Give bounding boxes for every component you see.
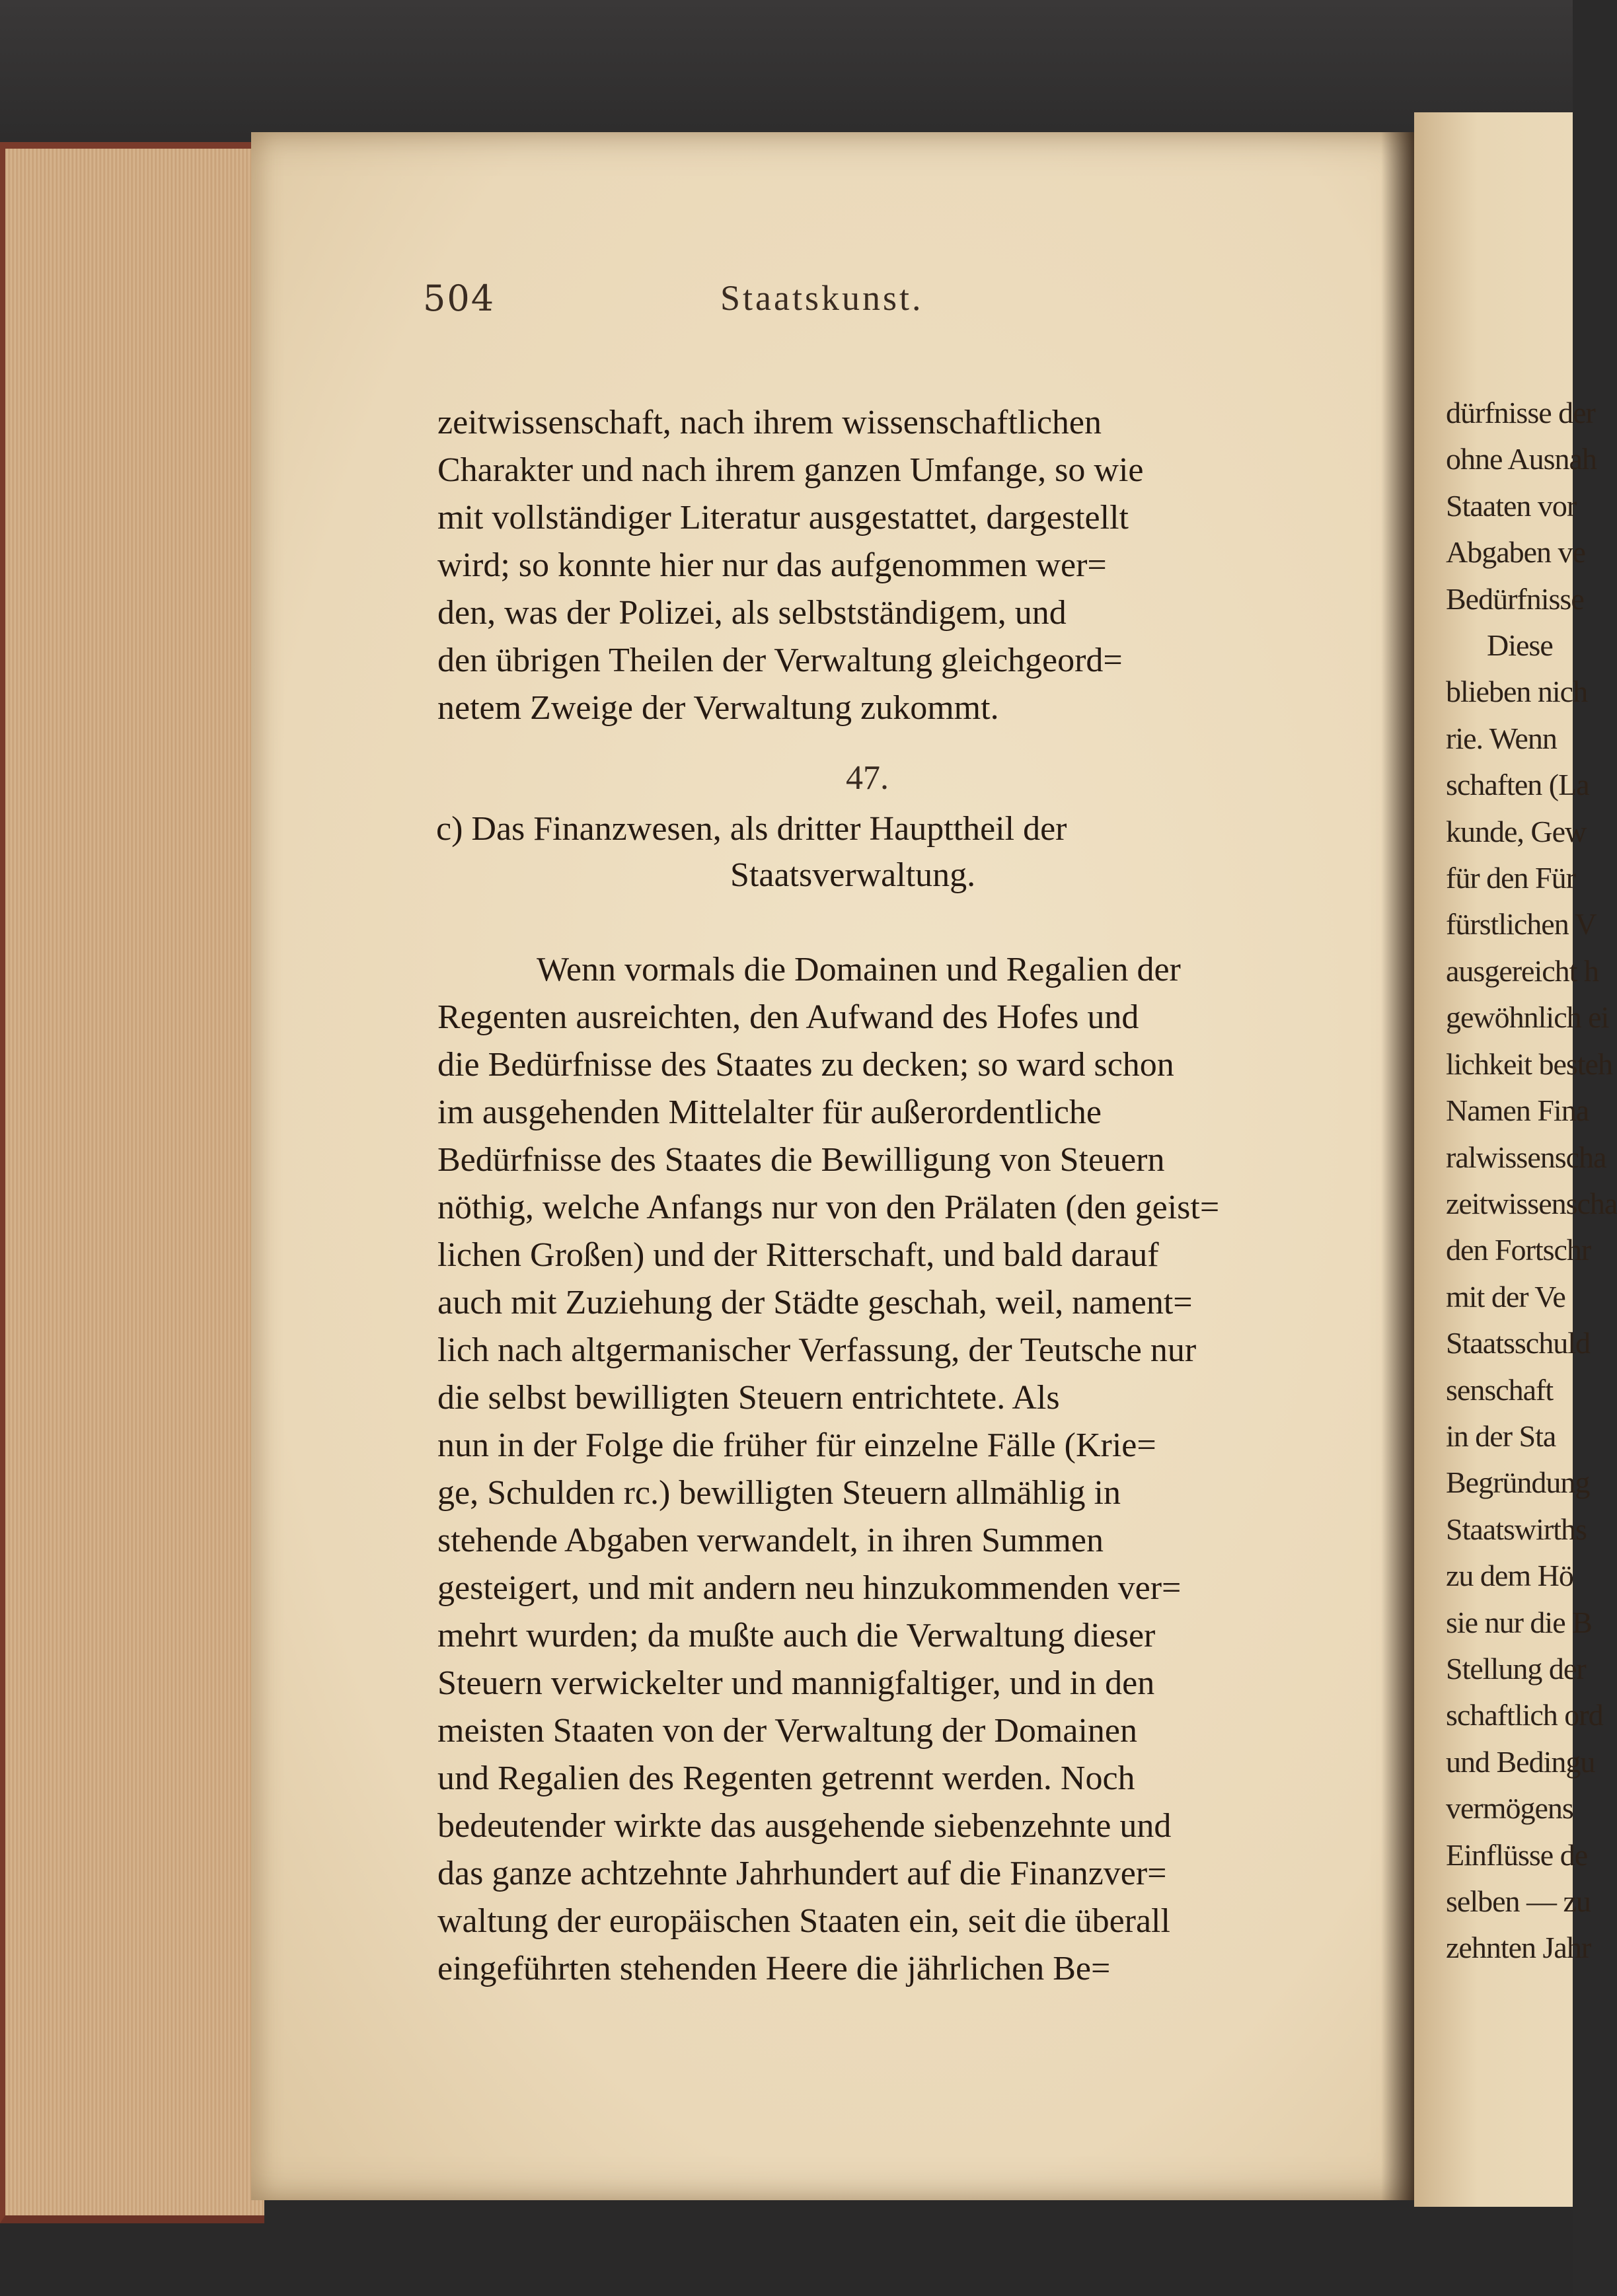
- facing-page-line: selben — zu: [1446, 1884, 1591, 1918]
- facing-page-line: Begründung: [1446, 1465, 1590, 1500]
- text-line: Regenten ausreichten, den Aufwand des Hofes und: [437, 998, 1139, 1036]
- text-line: den, was der Polizei, als selbstständigem, und: [437, 594, 1067, 632]
- facing-page-line: zu dem Hö: [1446, 1559, 1573, 1593]
- text-line: die selbst bewilligten Steuern entrichtete. Als: [437, 1379, 1060, 1417]
- facing-page-line: in der Sta: [1446, 1419, 1556, 1453]
- facing-page-line: ohne Ausnah: [1446, 442, 1597, 476]
- facing-page-line: ausgereicht h: [1446, 953, 1598, 988]
- book-gutter: [1381, 132, 1414, 2200]
- facing-page-line: Stellung der: [1446, 1651, 1586, 1685]
- text-line: nun in der Folge die früher für einzelne Fälle (Krie=: [437, 1426, 1156, 1464]
- text-line: den übrigen Theilen der Verwaltung gleichgeord=: [437, 642, 1123, 679]
- section-heading: [436, 806, 1335, 899]
- text-line: eingeführten stehenden Heere die jährlichen Be=: [437, 1950, 1111, 1987]
- text-line: gesteigert, und mit andern neu hinzukommenden ver=: [437, 1569, 1182, 1607]
- section-heading-line: c) Das Finanzwesen, als dritter Haupttheil der: [436, 810, 1067, 848]
- body-paragraph: [437, 946, 1336, 1993]
- backdrop-top: [0, 0, 1573, 152]
- text-line: mit vollständiger Literatur ausgestattet, dargestellt: [437, 499, 1129, 537]
- text-line: bedeutender wirkte das ausgehende siebenzehnte und: [437, 1807, 1172, 1845]
- text-line: Bedürfnisse des Staates die Bewilligung von Steuern: [437, 1141, 1165, 1179]
- text-line: lich nach altgermanischer Verfassung, der Teutsche nur: [437, 1331, 1197, 1369]
- facing-page-line: für den Für: [1446, 861, 1575, 895]
- text-line: Steuern verwickelter und mannigfaltiger, und in den: [437, 1664, 1155, 1702]
- facing-page-line: senschaft: [1446, 1372, 1554, 1407]
- facing-page-line: zeitwissenscha: [1446, 1186, 1617, 1220]
- text-line: ge, Schulden rc.) bewilligten Steuern allmählig in: [437, 1474, 1121, 1512]
- facing-page-line: zehnten Jahr: [1446, 1931, 1591, 1965]
- facing-page-line: Bedürfnisse: [1446, 581, 1584, 616]
- page-number: 504: [423, 278, 496, 319]
- facing-page-line: blieben nich: [1446, 675, 1588, 709]
- text-line: waltung der europäischen Staaten ein, seit die überall: [437, 1902, 1170, 1940]
- page-header: [423, 278, 1031, 330]
- text-line: nöthig, welche Anfangs nur von den Prälaten (den geist=: [437, 1189, 1220, 1226]
- facing-page-line: vermögens: [1446, 1791, 1573, 1826]
- section-heading-line: Staatsverwaltung.: [730, 856, 976, 894]
- text-line: netem Zweige der Verwaltung zukommt.: [437, 689, 999, 727]
- facing-page-line: fürstlichen V: [1446, 907, 1597, 942]
- text-line: meisten Staaten von der Verwaltung der Domainen: [437, 1712, 1137, 1750]
- text-line: und Regalien des Regenten getrennt werden. Noch: [437, 1759, 1135, 1797]
- facing-page-line: Staatswirths: [1446, 1512, 1587, 1546]
- text-line: Charakter und nach ihrem ganzen Umfange, so wie: [437, 451, 1144, 489]
- facing-page-line: schaften (La: [1446, 768, 1589, 802]
- running-head: Staatskunst.: [720, 278, 924, 318]
- text-line: mehrt wurden; da mußte auch die Verwaltung dieser: [437, 1617, 1156, 1654]
- facing-page: [1414, 112, 1617, 2207]
- text-line: Wenn vormals die Domainen und Regalien der: [537, 951, 1181, 988]
- facing-page-line: den Fortschr: [1446, 1233, 1591, 1267]
- facing-page-line: sie nur die B: [1446, 1605, 1592, 1639]
- text-line: die Bedürfnisse des Staates zu decken; so ward schon: [437, 1046, 1174, 1084]
- facing-page-line: mit der Ve: [1446, 1279, 1565, 1314]
- text-line: das ganze achtzehnte Jahrhundert auf die Finanzver=: [437, 1855, 1167, 1892]
- facing-page-line: Namen Fina: [1446, 1093, 1589, 1128]
- text-line: lichen Großen) und der Ritterschaft, und bald darauf: [437, 1236, 1159, 1274]
- facing-page-line: kunde, Gew: [1446, 814, 1587, 848]
- facing-page-line: Abgaben ve: [1446, 535, 1585, 570]
- facing-page-line: dürfnisse der: [1446, 396, 1595, 429]
- facing-page-line: rie. Wenn: [1446, 721, 1557, 755]
- facing-page-line: und Bedingu: [1446, 1744, 1595, 1779]
- text-line: stehende Abgaben verwandelt, in ihren Summen: [437, 1522, 1104, 1559]
- facing-page-line: Diese: [1487, 628, 1553, 663]
- facing-page-line: ralwissenscha: [1446, 1140, 1606, 1174]
- section-number: 47.: [846, 759, 889, 797]
- text-line: wird; so konnte hier nur das aufgenommen wer=: [437, 546, 1107, 584]
- facing-page-text: [1414, 390, 1617, 1972]
- text-line: im ausgehenden Mittelalter für außerordentliche: [437, 1093, 1102, 1131]
- facing-page-line: Staatsschuld: [1446, 1326, 1590, 1360]
- facing-page-line: lichkeit besteh: [1446, 1047, 1612, 1081]
- book-page-edges: [0, 142, 264, 2223]
- facing-page-line: gewöhnlich ei: [1446, 1000, 1609, 1035]
- facing-page-line: Einflüsse de: [1446, 1837, 1588, 1872]
- facing-page-line: schaftlich ord: [1446, 1698, 1603, 1732]
- text-line: auch mit Zuziehung der Städte geschah, weil, nament=: [437, 1284, 1193, 1321]
- intro-paragraph: [437, 399, 1336, 732]
- facing-page-line: Staaten vor: [1446, 488, 1577, 523]
- text-line: zeitwissenschaft, nach ihrem wissenschaftlichen: [437, 404, 1102, 441]
